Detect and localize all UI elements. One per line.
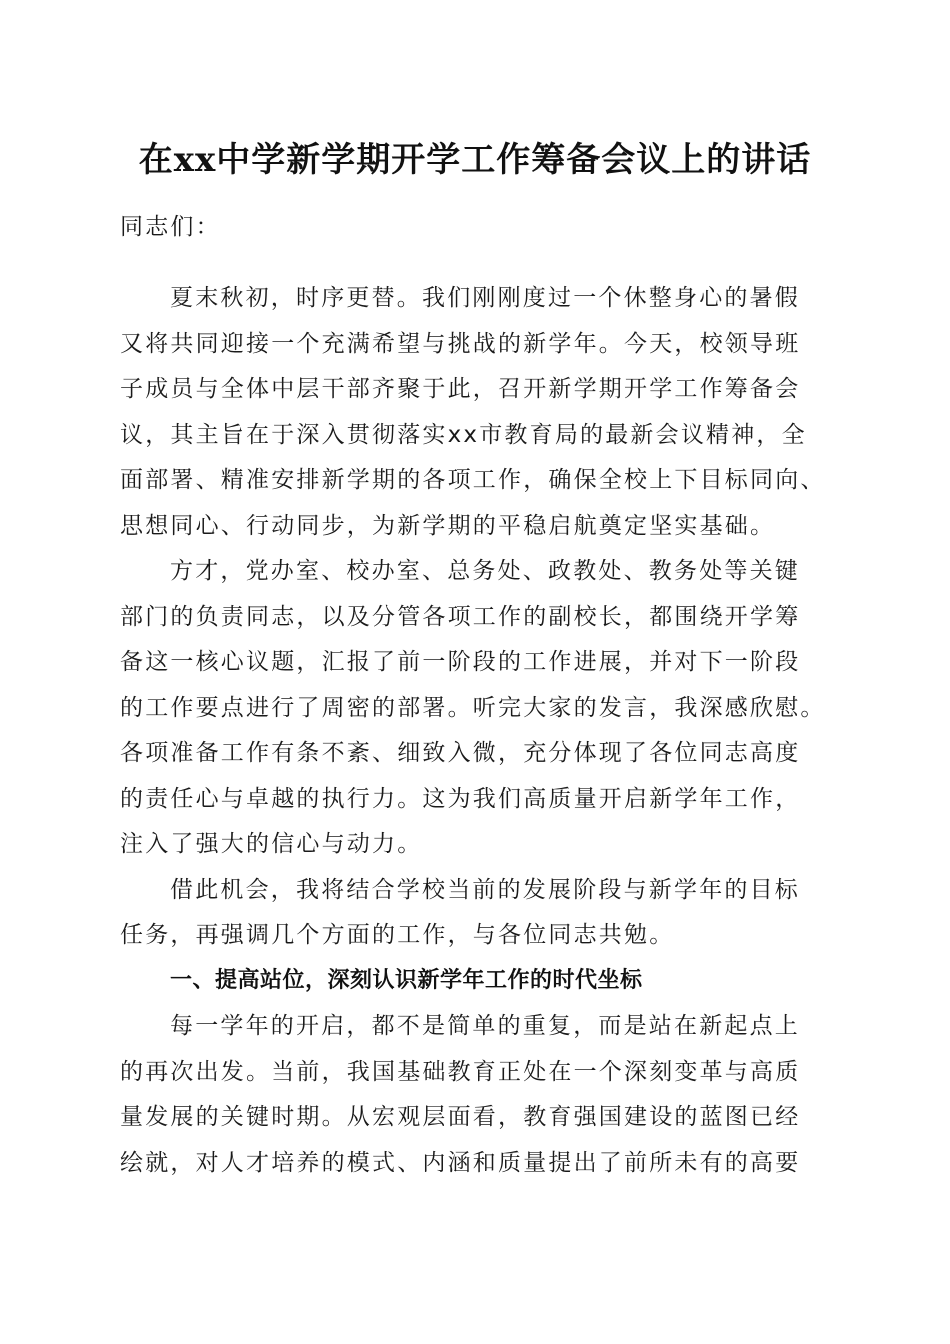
salutation: 同志们： [120,214,221,240]
paragraph-line: 部门的负责同志，以及分管各项工作的副校长，都围绕开学筹 [120,604,801,630]
paragraph-line: 备这一核心议题，汇报了前一阶段的工作进展，并对下一阶段 [120,649,801,675]
paragraph-line: 面部署、精准安排新学期的各项工作，确保全校上下目标同向、 [120,467,826,493]
paragraph-line: 议，其主旨在于深入贯彻落实xx市教育局的最新会议精神，全 [120,422,807,448]
document-title: 在xx中学新学期开学工作筹备会议上的讲话 [138,140,812,180]
paragraph-line: 各项准备工作有条不紊、细致入微，充分体现了各位同志高度 [120,740,801,766]
section-heading: 一、提高站位，深刻认识新学年工作的时代坐标 [170,968,643,993]
paragraph-line: 注入了强大的信心与动力。 [120,831,423,857]
paragraph-line: 每一学年的开启，都不是简单的重复，而是站在新起点上 [170,1013,800,1039]
paragraph-line: 夏末秋初，时序更替。我们刚刚度过一个休整身心的暑假 [170,285,800,311]
paragraph-line: 思想同心、行动同步，为新学期的平稳启航奠定坚实基础。 [120,513,776,539]
paragraph-line: 任务，再强调几个方面的工作，与各位同志共勉。 [120,922,675,948]
paragraph-line: 的工作要点进行了周密的部署。听完大家的发言，我深感欣慰。 [120,695,826,721]
paragraph-line: 的再次出发。当前，我国基础教育正处在一个深刻变革与高质 [120,1059,801,1085]
paragraph-line: 方才，党办室、校办室、总务处、政教处、教务处等关键 [170,558,800,584]
paragraph-line: 子成员与全体中层干部齐聚于此，召开新学期开学工作筹备会 [120,376,801,402]
paragraph-line: 量发展的关键时期。从宏观层面看，教育强国建设的蓝图已经 [120,1104,801,1130]
paragraph-line: 的责任心与卓越的执行力。这为我们高质量开启新学年工作， [120,786,801,812]
paragraph-line: 又将共同迎接一个充满希望与挑战的新学年。今天，校领导班 [120,331,801,357]
paragraph-line: 借此机会，我将结合学校当前的发展阶段与新学年的目标 [170,877,800,903]
paragraph-line: 绘就，对人才培养的模式、内涵和质量提出了前所未有的高要 [120,1150,801,1176]
